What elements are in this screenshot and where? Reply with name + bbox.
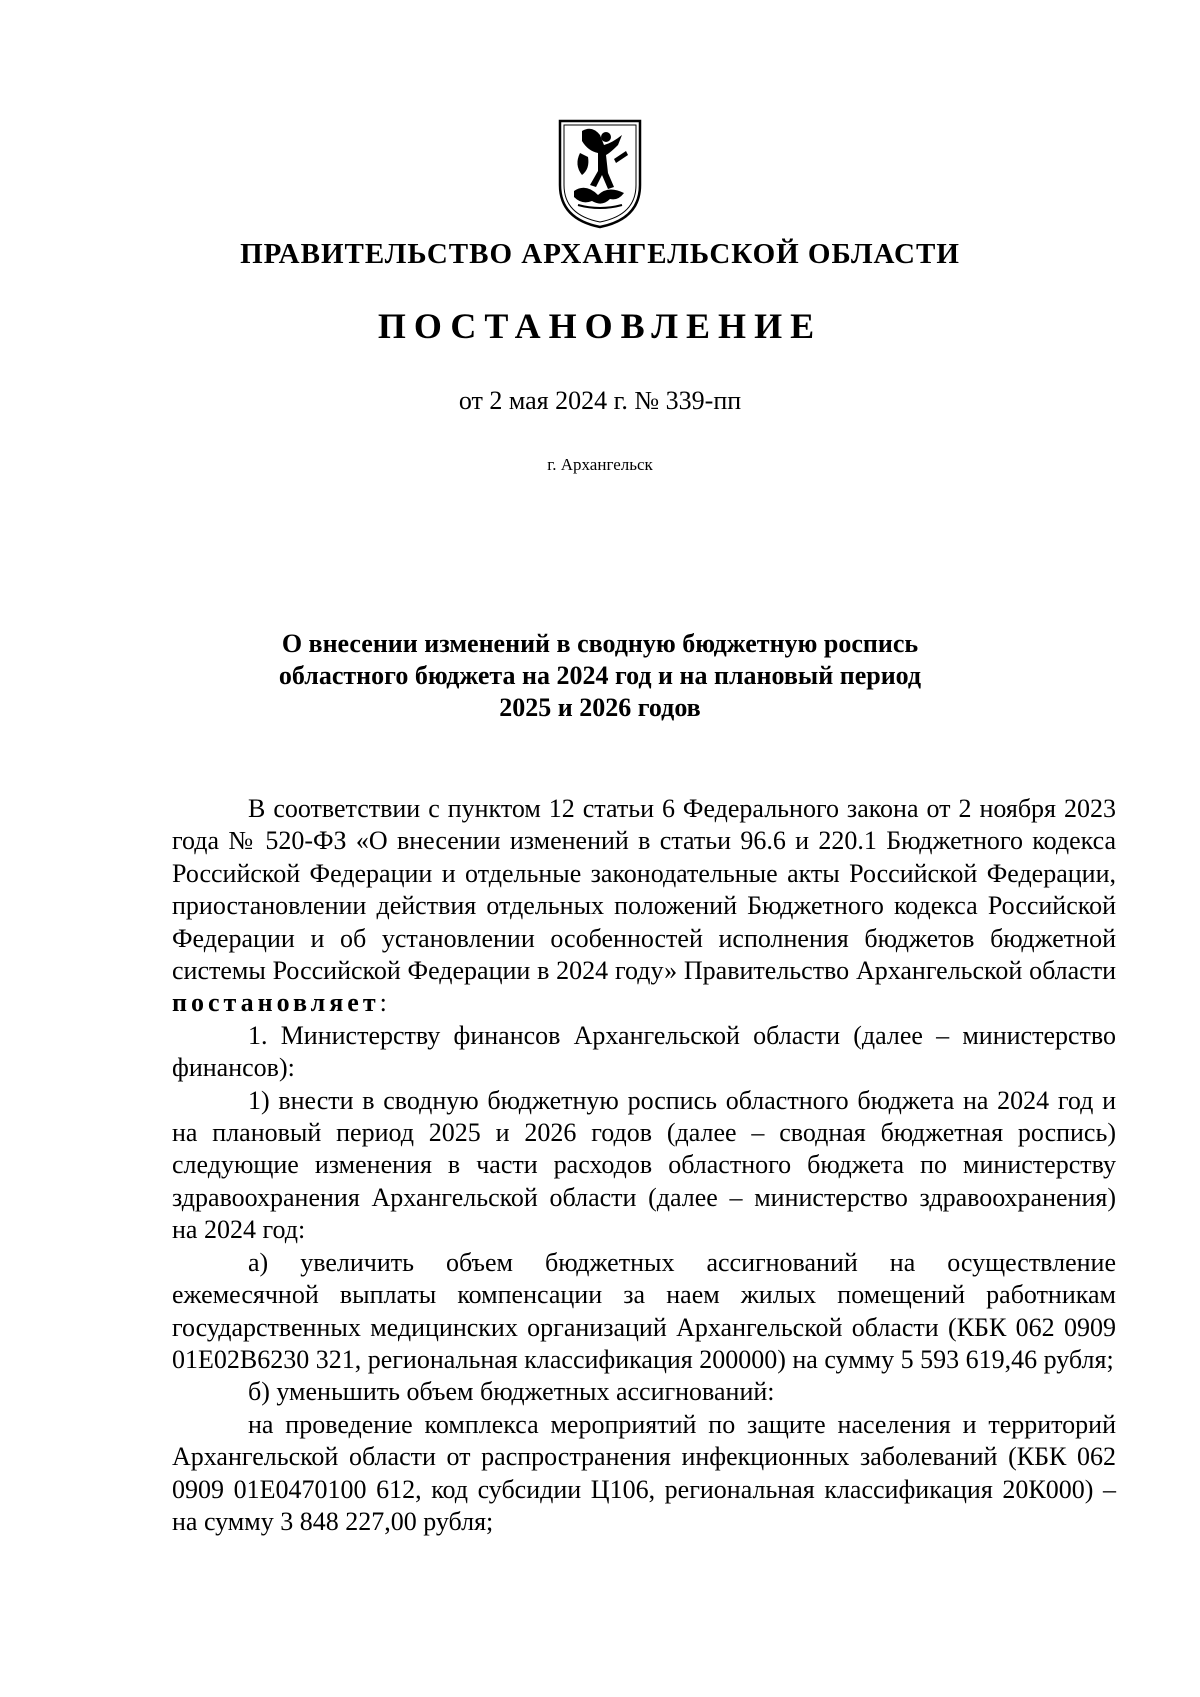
document-city: г. Архангельск — [547, 455, 653, 474]
paragraph-subitem-a: а) увеличить объем бюджетных ассигнований на осуществление ежемесячной выплаты компенсации за наем жилых помещений работникам государственных медицинских организаций Архангельской области (КБК 062 0909 01Е02В6230 321, региональная классификация 200000) на сумму 5 593 619,46 рубля; — [172, 1247, 1116, 1374]
paragraph-subitem-1: 1) внести в сводную бюджетную роспись областного бюджета на 2024 год и на плановый период 2025 и 2026 годов (далее – сводная бюджетная роспись) следующие изменения в части расходов областного бюджета по министерству здравоохранения Архангельской области (далее – министерство здравоохранения) на 2024 год: — [172, 1085, 1116, 1245]
preamble-text: В соответствии с пунктом 12 статьи 6 Федерального закона от 2 ноября 2023 года № 520-ФЗ «О внесении изменений в статьи 96.6 и 220.1 Бюджетного кодекса Российской Федерации и отдельные законодательные акты Российской Федерации, приостановлении действия отдельных положений Бюджетного кодекса Российской Федерации и об установлении особенностей исполнения бюджетов бюджетной системы Российской Федерации в 2024 году» Правительство Архангельской области — [172, 794, 1116, 986]
document-title-line: О внесении изменений в сводную бюджетную роспись — [281, 629, 919, 658]
document-title — [0, 628, 1200, 724]
government-name: ПРАВИТЕЛЬСТВО АРХАНГЕЛЬСКОЙ ОБЛАСТИ — [240, 238, 960, 270]
document-title-line: областного бюджета на 2024 год и на плановый период — [278, 661, 922, 690]
resolves-keyword: постановляет — [172, 988, 380, 1018]
document-date-number: от 2 мая 2024 г. № 339-пп — [458, 386, 742, 415]
coat-of-arms-emblem-icon — [552, 115, 648, 231]
document-title-line: 2025 и 2026 годов — [499, 693, 701, 722]
paragraph-reduction-detail: на проведение комплекса мероприятий по защите населения и территорий Архангельской области от распространения инфекционных заболеваний (КБК 062 0909 01Е0470100 612, код субсидии Ц106, региональная классификация 20К000) – на сумму 3 848 227,00 рубля; — [172, 1409, 1116, 1536]
preamble-colon: : — [379, 988, 387, 1018]
paragraph-preamble — [172, 793, 1116, 1020]
paragraph-item-1: 1. Министерству финансов Архангельской области (далее – министерство финансов): — [172, 1020, 1116, 1083]
paragraph-subitem-b: б) уменьшить объем бюджетных ассигнований: — [248, 1377, 775, 1407]
document-body — [172, 793, 1116, 1538]
document-type: ПОСТАНОВЛЕНИЕ — [377, 306, 823, 346]
